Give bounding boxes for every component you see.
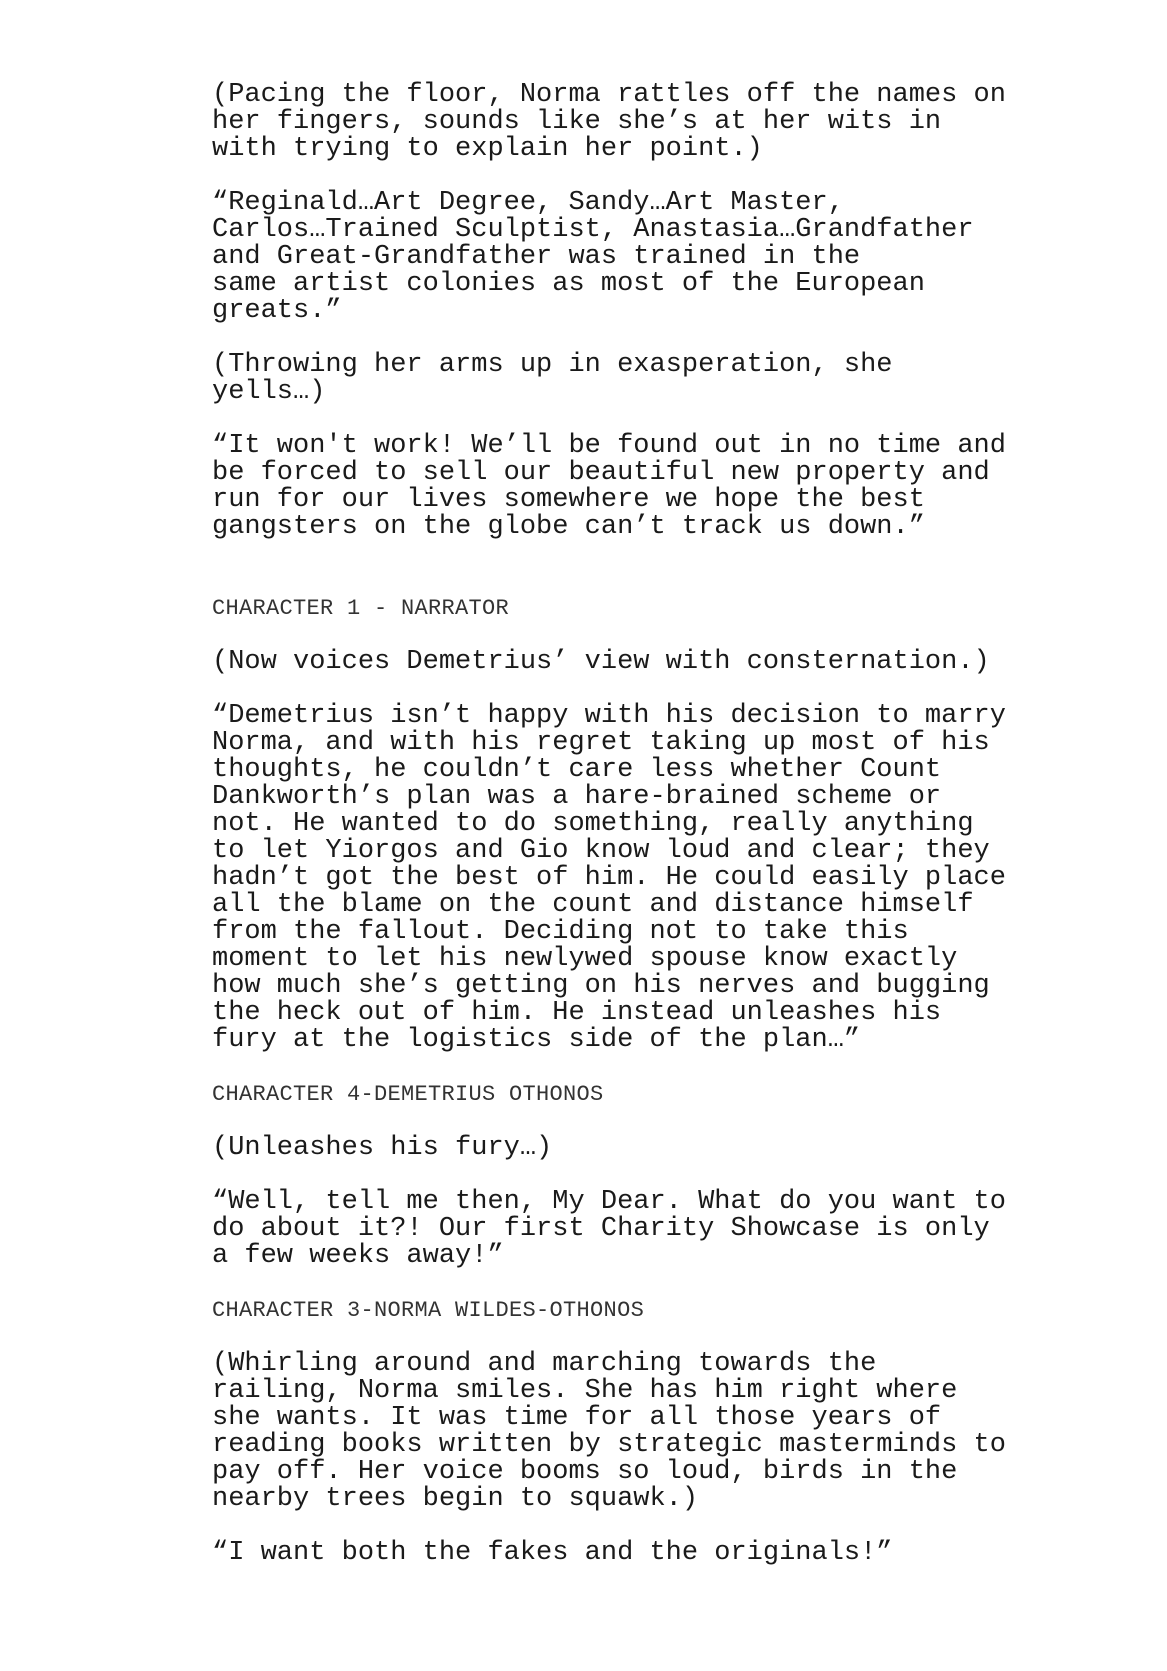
stage-direction-consternation: (Now voices Demetrius’ view with consternation.): [212, 647, 990, 677]
dialogue-fakes-and-originals: “I want both the fakes and the originals!”: [212, 1538, 893, 1568]
stage-direction-exasperation: (Throwing her arms up in exasperation, she yells…): [212, 350, 893, 407]
stage-direction-fury: (Unleashes his fury…): [212, 1133, 553, 1163]
dialogue-artist-names: “Reginald…Art Degree, Sandy…Art Master, Carlos…Trained Sculptist, Anastasia…Grandfather and Great-Grandfather was trained in the same artist colonies as most of the European greats.”: [212, 188, 974, 326]
stage-direction-whirling: (Whirling around and marching towards the railing, Norma smiles. She has him right where she wants. It was time for all those years of reading books written by strategic masterminds to pay off. Her voice booms so loud, birds in the nearby trees begin to squawk.): [212, 1349, 1006, 1514]
dialogue-well-tell-me: “Well, tell me then, My Dear. What do you want to do about it?! Our first Charity Showcase is only a few weeks away!”: [212, 1187, 1006, 1271]
character-heading-norma: CHARACTER 3-NORMA WILDES-OTHONOS: [212, 1298, 645, 1323]
character-heading-narrator: CHARACTER 1 - NARRATOR: [212, 596, 510, 621]
character-heading-demetrius: CHARACTER 4-DEMETRIUS OTHONOS: [212, 1082, 604, 1107]
narration-demetrius: “Demetrius isn’t happy with his decision to marry Norma, and with his regret taking up most of his thoughts, he couldn’t care less whether Count Dankworth’s plan was a hare-brained scheme or not. He wanted to do something, really anything to let Yiorgos and Gio know loud and clear; they hadn’t got the best of him. He could easily place all the blame on the count and distance himself from the fallout. Deciding not to take this moment to let his newlywed spouse know exactly how much she’s getting on his nerves and bugging the heck out of him. He instead unleashes his fury at the logistics side of the plan…”: [212, 701, 1006, 1055]
script-page: [212, 82, 1092, 1594]
stage-direction-pacing: (Pacing the floor, Norma rattles off the names on her fingers, sounds like she’s at her wits in with trying to explain her point.): [212, 80, 1006, 164]
dialogue-it-wont-work: “It won't work! We’ll be found out in no time and be forced to sell our beautiful new property and run for our lives somewhere we hope the best gangsters on the globe can’t track us down.”: [212, 431, 1006, 542]
